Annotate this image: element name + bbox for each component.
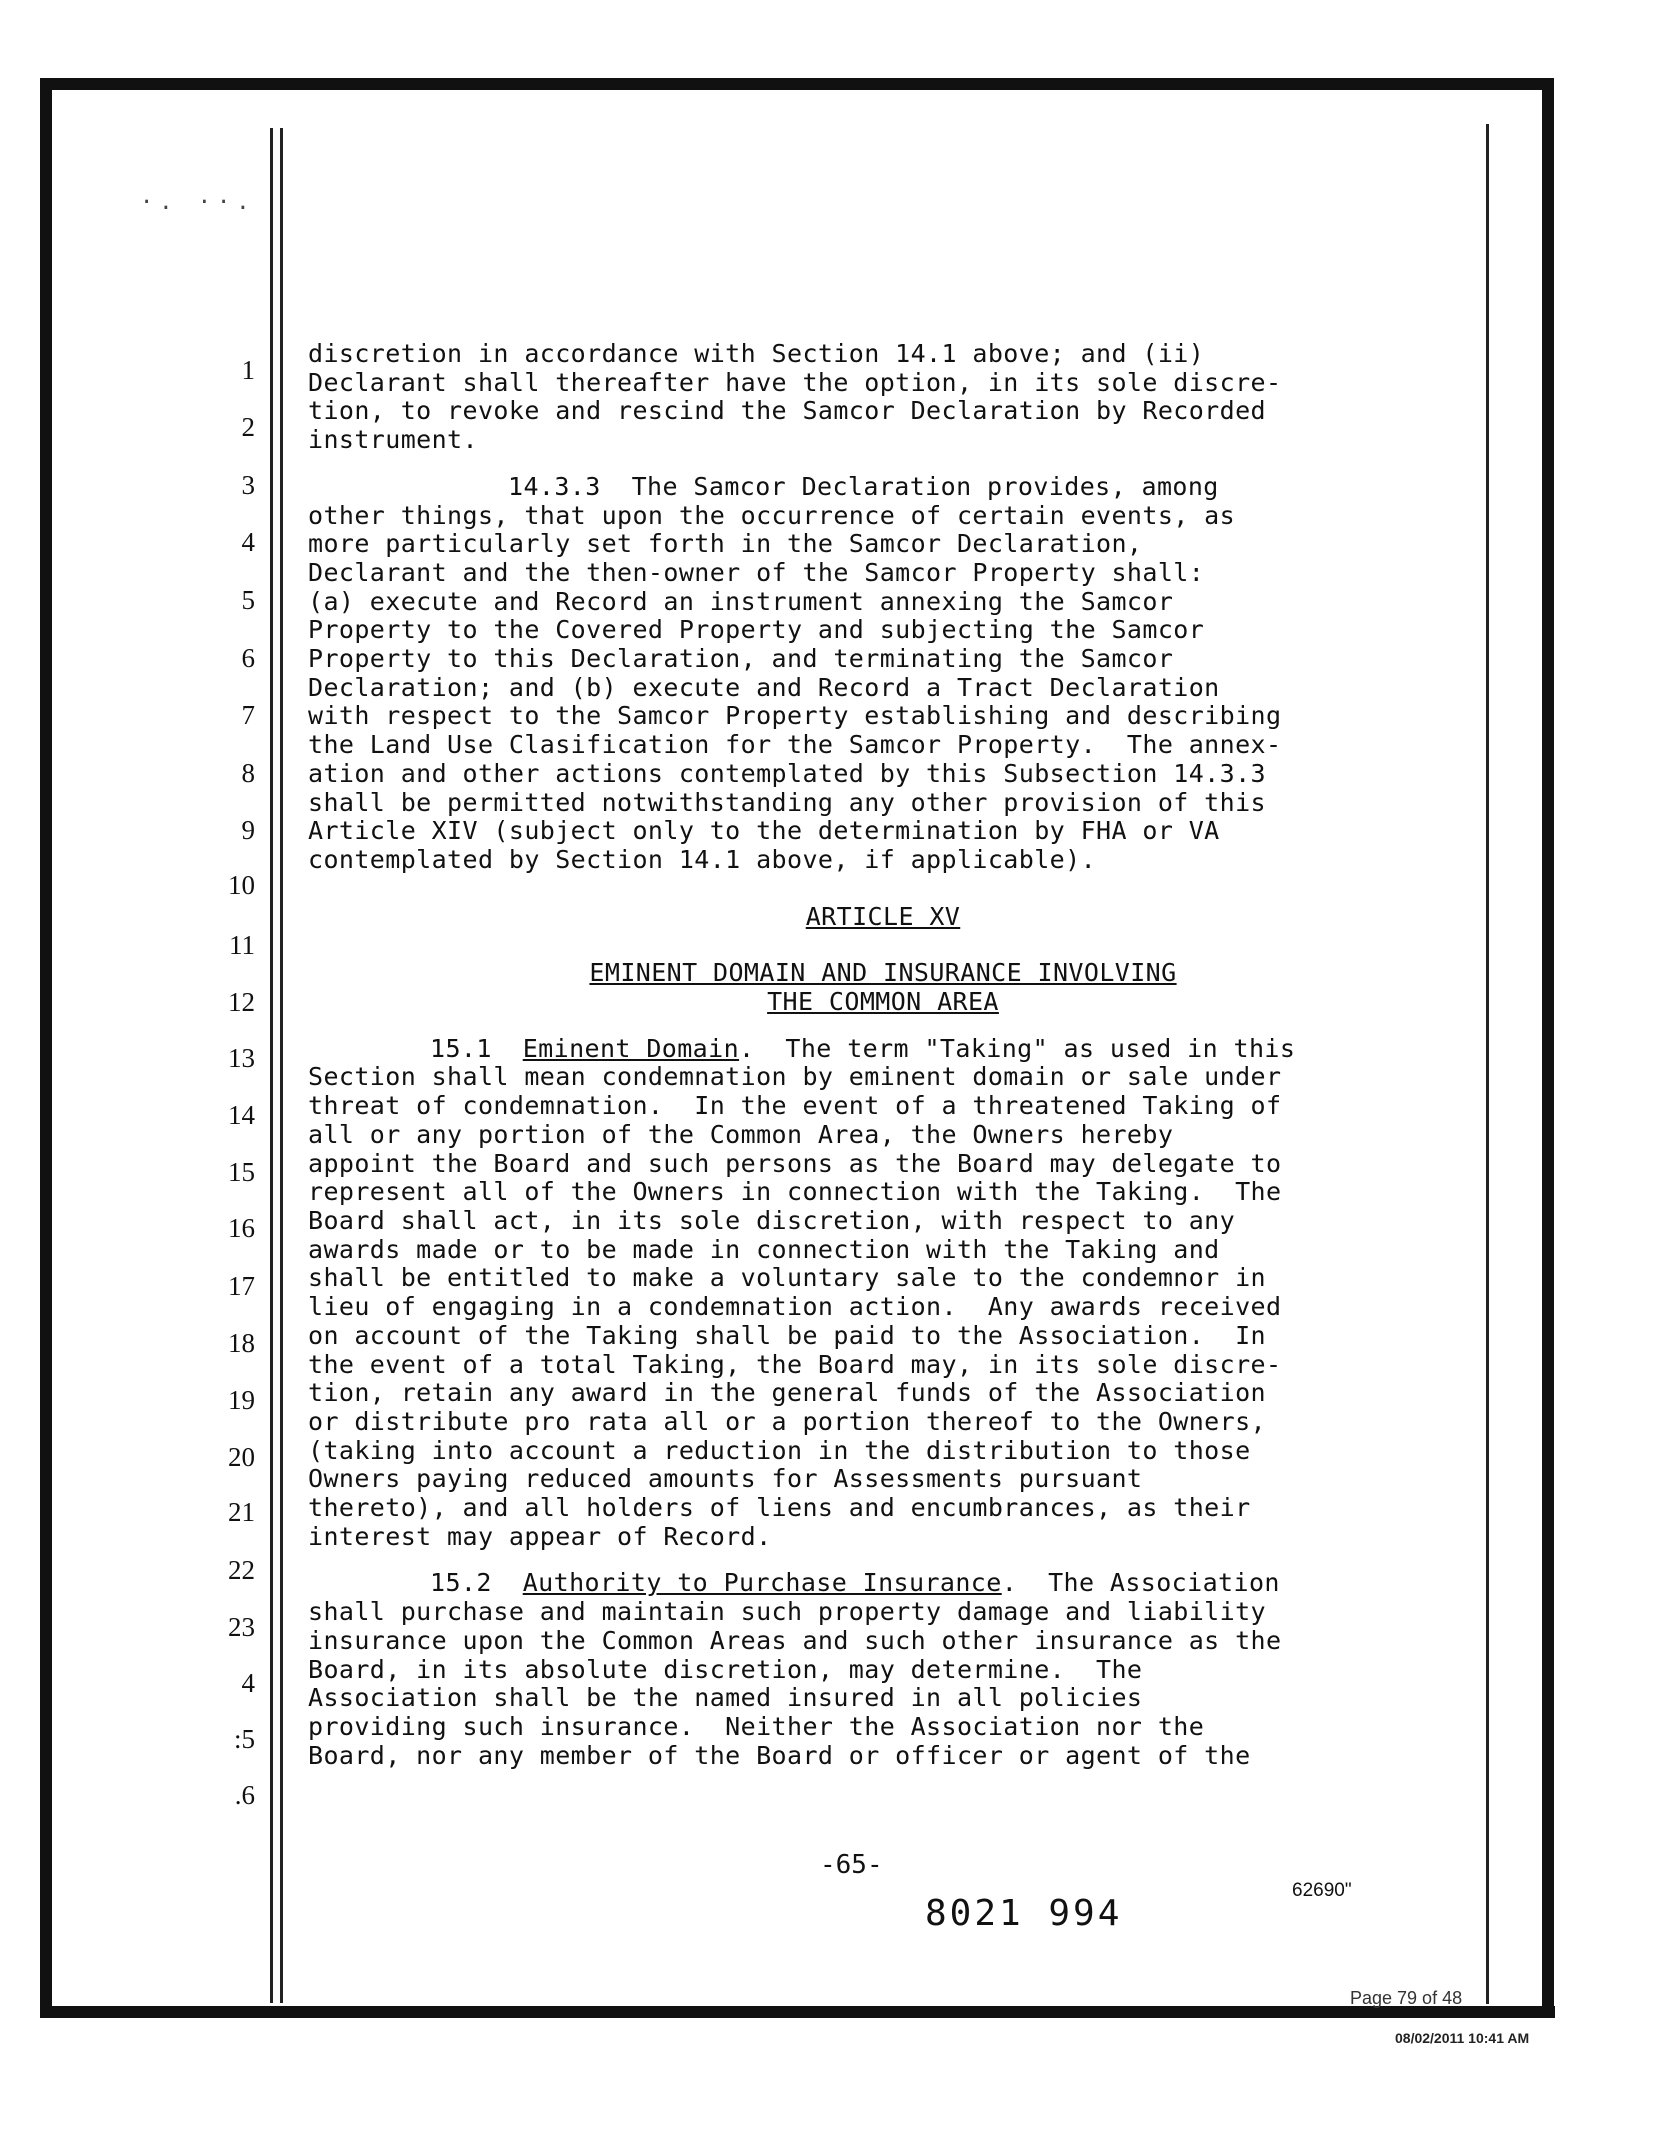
document-code: 62690"	[1292, 1880, 1352, 1901]
line-number: 17	[228, 1271, 255, 1301]
paragraph-15-1	[308, 1063, 1458, 1551]
line-number: 15	[228, 1157, 255, 1187]
line-number: 21	[228, 1497, 255, 1527]
line-number: 4	[241, 527, 255, 557]
section-15-2-first-text: . The Association	[1001, 1568, 1280, 1598]
line-number: 14	[228, 1100, 255, 1130]
text-line: (a) execute and Record an instrument annexing the Samcor	[308, 586, 1174, 616]
text-line: shall be entitled to make a voluntary sale to the condemnor in	[308, 1263, 1266, 1293]
text-line: the Land Use Clasification for the Samcor Property. The annex-	[308, 730, 1282, 760]
text-line: more particularly set forth in the Samcor Declaration,	[308, 529, 1143, 559]
section-15-1-first-line	[308, 1035, 1458, 1064]
margin-rule-right	[1486, 124, 1489, 2004]
text-line: instrument.	[308, 425, 478, 455]
line-number: 12	[228, 987, 255, 1017]
text-line: Property to the Covered Property and subjecting the Samcor	[308, 615, 1205, 645]
line-number: 10	[228, 870, 255, 900]
document-body	[308, 340, 1458, 1770]
line-number: 20	[228, 1442, 255, 1472]
text-line: represent all of the Owners in connection with the Taking. The	[308, 1177, 1282, 1207]
section-15-1-heading: Eminent Domain	[522, 1033, 740, 1063]
line-number: 13	[228, 1043, 255, 1073]
text-line: lieu of engaging in a condemnation action. Any awards received	[308, 1292, 1282, 1322]
line-number: 11	[229, 930, 255, 960]
scan-frame-bottom	[40, 2006, 1555, 2018]
text-line: interest may appear of Record.	[308, 1521, 772, 1551]
section-15-2-first-line	[308, 1569, 1458, 1598]
text-line: Property to this Declaration, and terminating the Samcor	[308, 644, 1174, 674]
print-timestamp: 08/02/2011 10:41 AM	[1395, 2030, 1530, 2046]
article-heading: ARTICLE XV	[805, 901, 961, 931]
text-line: Declaration; and (b) execute and Record a Tract Declaration	[308, 672, 1220, 702]
paragraph-15-2	[308, 1598, 1458, 1770]
line-number: 18	[228, 1328, 255, 1358]
text-line: tion, retain any award in the general funds of the Association	[308, 1378, 1266, 1408]
text-line: or distribute pro rata all or a portion thereof to the Owners,	[308, 1406, 1266, 1436]
scan-frame-left	[40, 78, 52, 2018]
line-number: 3	[241, 470, 255, 500]
text-line: discretion in accordance with Section 14.1 above; and (ii)	[308, 339, 1205, 368]
text-line: shall be permitted notwithstanding any other provision of this	[308, 787, 1266, 817]
text-line: awards made or to be made in connection with the Taking and	[308, 1234, 1220, 1264]
text-line: Owners paying reduced amounts for Assessments pursuant	[308, 1464, 1143, 1494]
text-line: Section shall mean condemnation by eminent domain or sale under	[308, 1062, 1282, 1092]
text-line: all or any portion of the Common Area, the Owners hereby	[308, 1119, 1174, 1149]
text-line: Board shall act, in its sole discretion, with respect to any	[308, 1205, 1236, 1235]
text-line: shall purchase and maintain such property damage and liability	[308, 1597, 1266, 1627]
text-line: insurance upon the Common Areas and such other insurance as the	[308, 1625, 1282, 1655]
line-number: 5	[241, 585, 255, 615]
section-15-1-number: 15.1	[430, 1033, 492, 1063]
margin-rule-left	[270, 128, 273, 2003]
line-number: 9	[241, 815, 255, 845]
paragraph-14-3-3	[308, 473, 1458, 875]
text-line: (taking into account a reduction in the distribution to those	[308, 1435, 1251, 1465]
article-title-line-1: EMINENT DOMAIN AND INSURANCE INVOLVING	[589, 958, 1177, 988]
line-number: :5	[233, 1724, 255, 1754]
text-line: Declarant and the then-owner of the Samcor Property shall:	[308, 557, 1205, 587]
line-number: .6	[234, 1780, 255, 1810]
line-number: 2	[241, 412, 255, 442]
text-line: Board, in its absolute discretion, may determine. The	[308, 1654, 1143, 1684]
line-number: 16	[228, 1213, 255, 1243]
page-of-label: Page 79 of 48	[1350, 1988, 1463, 2008]
section-15-1-first-text: . The term "Taking" as used in this	[739, 1033, 1296, 1063]
line-number: 4	[241, 1668, 255, 1698]
line-number: 8	[241, 758, 255, 788]
line-number: 23	[228, 1612, 255, 1642]
text-line: Board, nor any member of the Board or officer or agent of the	[308, 1740, 1251, 1770]
text-line: Association shall be the named insured in all policies	[308, 1683, 1143, 1713]
line-number: 19	[228, 1385, 255, 1415]
text-line: 14.3.3 The Samcor Declaration provides, among	[508, 471, 1219, 501]
text-line: Article XIV (subject only to the determination by FHA or VA	[308, 816, 1220, 846]
text-line: thereto), and all holders of liens and encumbrances, as their	[308, 1493, 1251, 1523]
scan-frame-right	[1542, 78, 1554, 2018]
text-line: appoint the Board and such persons as the Board may delegate to	[308, 1148, 1282, 1178]
section-15-2-number: 15.2	[430, 1568, 492, 1598]
article-title-line-2: THE COMMON AREA	[767, 987, 999, 1017]
section-15-2-heading: Authority to Purchase Insurance	[522, 1568, 1002, 1598]
text-line: other things, that upon the occurrence of certain events, as	[308, 500, 1236, 530]
text-line: the event of a total Taking, the Board may, in its sole discre-	[308, 1349, 1282, 1379]
text-line: contemplated by Section 14.1 above, if applicable).	[308, 844, 1097, 874]
page-number: -65-	[820, 1850, 883, 1880]
text-line: Declarant shall thereafter have the option, in its sole discre-	[308, 367, 1282, 397]
line-number: 22	[228, 1555, 255, 1585]
text-line: with respect to the Samcor Property establishing and describing	[308, 701, 1282, 731]
paragraph-1	[308, 340, 1458, 455]
scan-marks: ·. ··.	[140, 190, 256, 215]
line-number: 1	[241, 355, 255, 385]
text-line: tion, to revoke and rescind the Samcor Declaration by Recorded	[308, 396, 1266, 426]
text-line: threat of condemnation. In the event of a threatened Taking of	[308, 1091, 1282, 1121]
line-number: 6	[241, 643, 255, 673]
text-line: on account of the Taking shall be paid to the Association. In	[308, 1320, 1266, 1350]
text-line: ation and other actions contemplated by this Subsection 14.3.3	[308, 758, 1266, 788]
scan-frame-top	[40, 78, 1550, 90]
line-number: 7	[241, 700, 255, 730]
text-line: providing such insurance. Neither the Association nor the	[308, 1711, 1205, 1741]
margin-rule-left-inner	[280, 128, 283, 2003]
recording-number: 8021 994	[925, 1893, 1123, 1934]
